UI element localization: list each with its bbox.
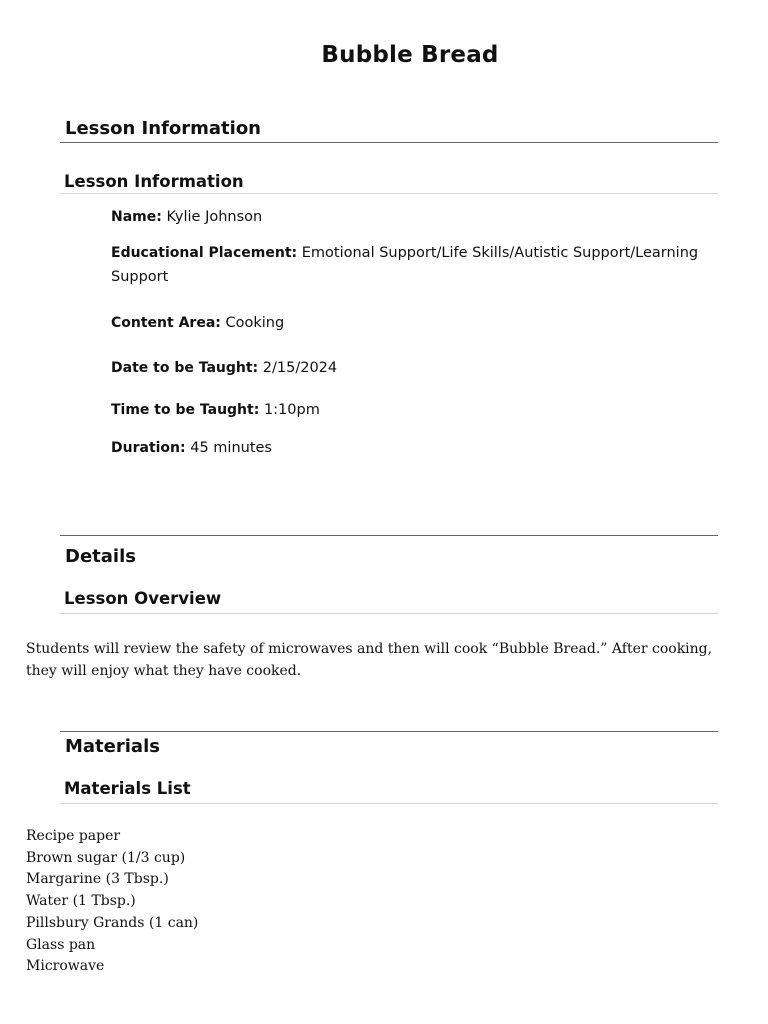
section-divider (60, 535, 718, 536)
list-item: Glass pan (26, 936, 96, 953)
field-date-to-be-taught (111, 356, 736, 380)
field-label: Educational Placement: (111, 245, 298, 261)
section-heading-details: Details (65, 546, 136, 567)
field-label: Name: (111, 209, 162, 225)
field-label: Date to be Taught: (111, 360, 259, 376)
field-value: Emotional Support/Life Skills/Autistic Support/Learning Support (111, 245, 699, 285)
section-divider (60, 731, 718, 732)
field-label: Duration: (111, 440, 186, 456)
subheading-lesson-information: Lesson Information (64, 172, 244, 191)
subheading-divider (60, 613, 718, 614)
list-item: Pillsbury Grands (1 can) (26, 914, 199, 931)
field-value: Cooking (225, 315, 285, 331)
field-value: 2/15/2024 (262, 360, 338, 376)
document-title: Bubble Bread (321, 42, 499, 68)
field-content-area (111, 311, 736, 335)
lesson-overview-text: Students will review the safety of microwaves and then will cook “Bubble Bread.” After cooking, they will enjoy what they have cooked. (26, 641, 713, 679)
field-value: 1:10pm (263, 402, 320, 418)
materials-list (26, 826, 198, 978)
section-divider (60, 142, 718, 143)
field-value: Kylie Johnson (166, 209, 263, 225)
section-heading-materials: Materials (65, 736, 160, 757)
field-time-to-be-taught (111, 398, 736, 422)
field-duration (111, 436, 736, 460)
list-item: Margarine (3 Tbsp.) (26, 871, 169, 888)
field-label: Content Area: (111, 315, 221, 331)
subheading-lesson-overview: Lesson Overview (64, 589, 222, 608)
list-item: Recipe paper (26, 828, 121, 844)
subheading-divider (60, 803, 718, 804)
list-item: Water (1 Tbsp.) (26, 893, 136, 910)
list-item: Brown sugar (1/3 cup) (26, 849, 186, 866)
field-value: 45 minutes (190, 440, 272, 456)
list-item: Microwave (26, 958, 105, 975)
field-name (111, 205, 736, 229)
subheading-materials-list: Materials List (64, 779, 191, 798)
subheading-divider (60, 193, 718, 194)
section-heading-lesson-information: Lesson Information (65, 118, 261, 139)
field-label: Time to be Taught: (111, 402, 260, 418)
field-educational-placement (111, 241, 736, 289)
